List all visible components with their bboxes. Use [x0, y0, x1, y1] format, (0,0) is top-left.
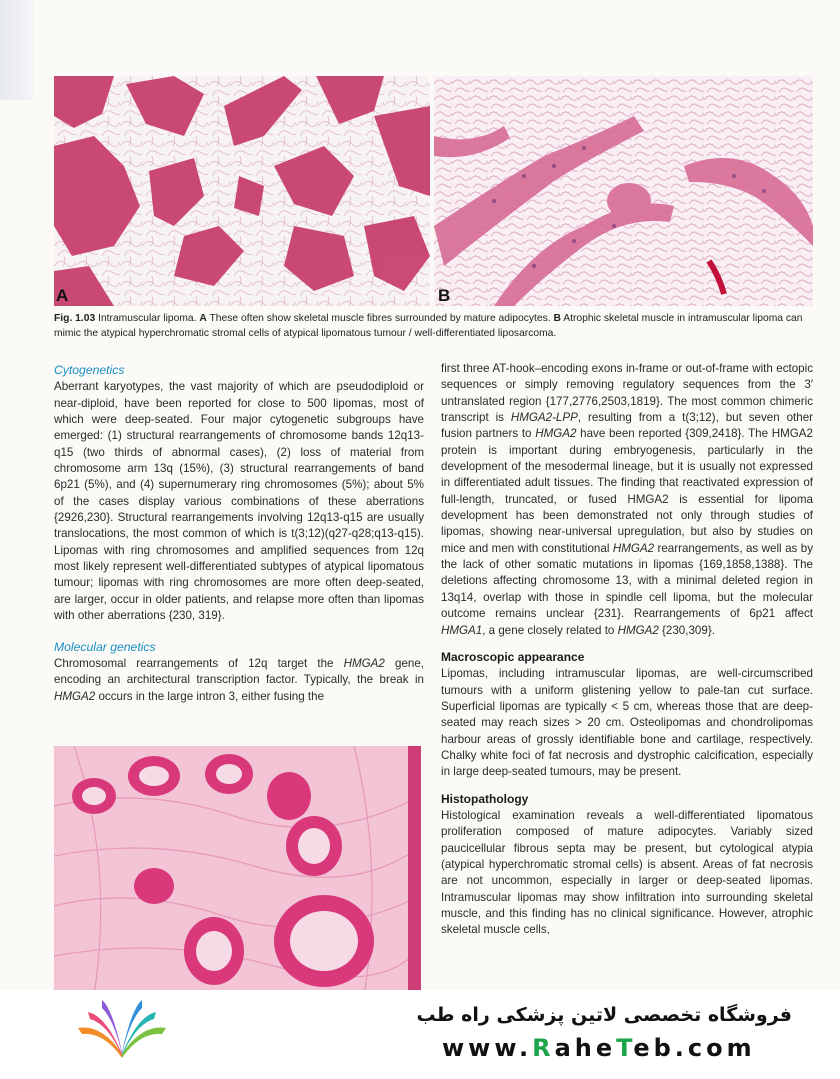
store-url[interactable]: [442, 1034, 756, 1062]
text-run: Chromosomal rearrangements of 12q target the: [54, 656, 344, 670]
caption-b-letter: B: [553, 313, 561, 324]
panel-label-b: B: [438, 286, 451, 305]
caption-figure-id: Fig. 1.03: [54, 313, 96, 324]
histology-image-c: [54, 746, 421, 996]
text-run: first three AT-hook–encoding exons in-frame or out-of-frame with ectopic sequences or simply removing regulatory sequences from the 3′ untranslated region {177,2776,2503,1819}. The most common chimeric transcript is: [441, 362, 813, 425]
text-run: occurs in the large intron 3, either fusing the: [95, 689, 325, 703]
store-banner: [0, 990, 840, 1079]
store-name: فروشگاه تخصصی لاتین پزشکی راه طب: [416, 1004, 792, 1026]
caption-title: Intramuscular lipoma.: [98, 313, 197, 324]
cytogenetics-paragraph: Aberrant karyotypes, the vast majority of which are pseudodiploid or near-diploid, have been reported for close to 500 lipomas, most of which were deep-seated. Four major cytogenetic subgroups have emerged: (1) structural rearrangements of chromosome bands 12q13-q15 (two thirds of abnormal cases), (2) loss of material from chromosome arm 13q (15%), (3) structural rearrangements of band 6p21 (5%), and (4) supernumerary ring chromosomes (5%); about 5% of the cases display various combinations of these aberrations {2926,230}. Structural rearrangements involving 12q13-q15 are usually translocations, the most common of which is t(3;12)(q27-q28;q13-q15). Lipomas with ring chromosomes and amplified sequences from 12q most likely represent well-differentiated subtypes of atypical lipomatous tumour; lipomas with ring chromosomes are more often deep-seated, are larger, occur in older patients, and relapse more often than lipomas with other aberrations {230, 319}.: [54, 380, 424, 623]
open-book-logo-icon: [72, 994, 172, 1066]
gene-name: HMGA2: [535, 427, 577, 441]
histopathology-paragraph: Histological examination reveals a well-differentiated lipomatous proliferation composed of mature adipocytes. Variably sized paucicellular fibrous septa may be present, but cytological atypia (atypical hyperchromatic stromal cells) is absent. Areas of fat necrosis are not uncommon, especially in larger or deep-seated lipomas. Intramuscular lipomas may show infiltration into surrounding skeletal muscle, and this finding has no clinical significance. However, atrophic skeletal muscle cells,: [441, 808, 813, 937]
url-part: R: [532, 1034, 555, 1062]
macroscopic-paragraph: Lipomas, including intramuscular lipomas, are well-circumscribed tumours with a uniform glistening yellow to pale-tan cut surface. Superficial lipomas are typically < 5 cm, whereas those that are deep-seated may reach sizes > 20 cm. Osteolipomas and chondrolipomas harbour areas of grossly identifiable bone and cartilage, respectively. Chalky white foci of fat necrosis and dystrophic calcification, especially in large deep-seated tumours, may be present.: [441, 667, 813, 779]
figure-caption: [54, 311, 814, 341]
text-run: rearrangements, as well as by the lack of other somatic mutations in lipomas {169,1858,1388}. The deletions affecting chromosome 13, with a minimal deleted region in 13q14, overlap with those in spindle cell lipoma, but the molecular outcome remains unclear {231}. Rearrangements of 6p21 affect: [441, 541, 813, 621]
text-run: gene, encoding an architectural transcription factor. Typically, the break in: [54, 656, 425, 687]
text-run: {230,309}.: [658, 623, 715, 637]
text-run: have been reported {309,2418}. The HMGA2 protein is important during embryogenesis, particularly in the development of the mesodermal lineage, but it is usually not expressed in differentiated adult tissues. The finding that reactivated expression of full-length, truncated, or fused HMGA2 is essential for lipoma development has been demonstrated not only through studies of lipomas, showing near-universal upregulation, but also by studies on mice and men with constitutional: [441, 427, 813, 555]
left-column: [54, 362, 424, 705]
molecular-genetics-heading: Molecular genetics: [54, 639, 156, 654]
gene-name: HMGA2-LPP: [510, 411, 578, 425]
molecular-genetics-paragraph: [54, 656, 424, 705]
gene-name: HMGA2: [54, 689, 96, 703]
caption-b-text: Atrophic skeletal muscle in intramuscular lipoma can mimic the atypical hyperchromatic stromal cells of atypical lipomatous tumour / well-differentiated liposarcoma.: [54, 313, 803, 339]
url-part: eb.com: [633, 1034, 756, 1062]
histology-image-a: [54, 76, 430, 306]
url-part: ahe: [554, 1034, 617, 1062]
caption-a-text: These often show skeletal muscle fibres surrounded by mature adipocytes.: [209, 313, 551, 324]
right-column: [441, 361, 813, 939]
figure-panel-a: [54, 76, 430, 306]
cytogenetics-heading: Cytogenetics: [54, 363, 125, 377]
figure-bottom-left: [54, 746, 421, 996]
histology-image-b: [434, 76, 813, 306]
text-run: , resulting from a t(3;12), but seven other fusion partners to: [441, 411, 813, 441]
figure-panel-b: [434, 76, 813, 306]
gene-name: HMGA2: [612, 541, 655, 555]
gene-name: HMGA2: [343, 656, 385, 670]
text-run: , a gene closely related to: [482, 623, 618, 637]
macroscopic-heading: Macroscopic appearance: [441, 649, 585, 664]
url-part: www.: [442, 1034, 533, 1062]
page-edge-shadow: [0, 0, 34, 100]
histopathology-heading: Histopathology: [441, 791, 529, 806]
panel-label-a: A: [56, 286, 69, 305]
gene-name: HMGA2: [617, 623, 659, 637]
caption-a-letter: A: [199, 313, 207, 324]
molecular-genetics-continued: [441, 361, 813, 639]
url-part: T: [616, 1034, 634, 1062]
gene-name: HMGA1: [441, 623, 483, 637]
